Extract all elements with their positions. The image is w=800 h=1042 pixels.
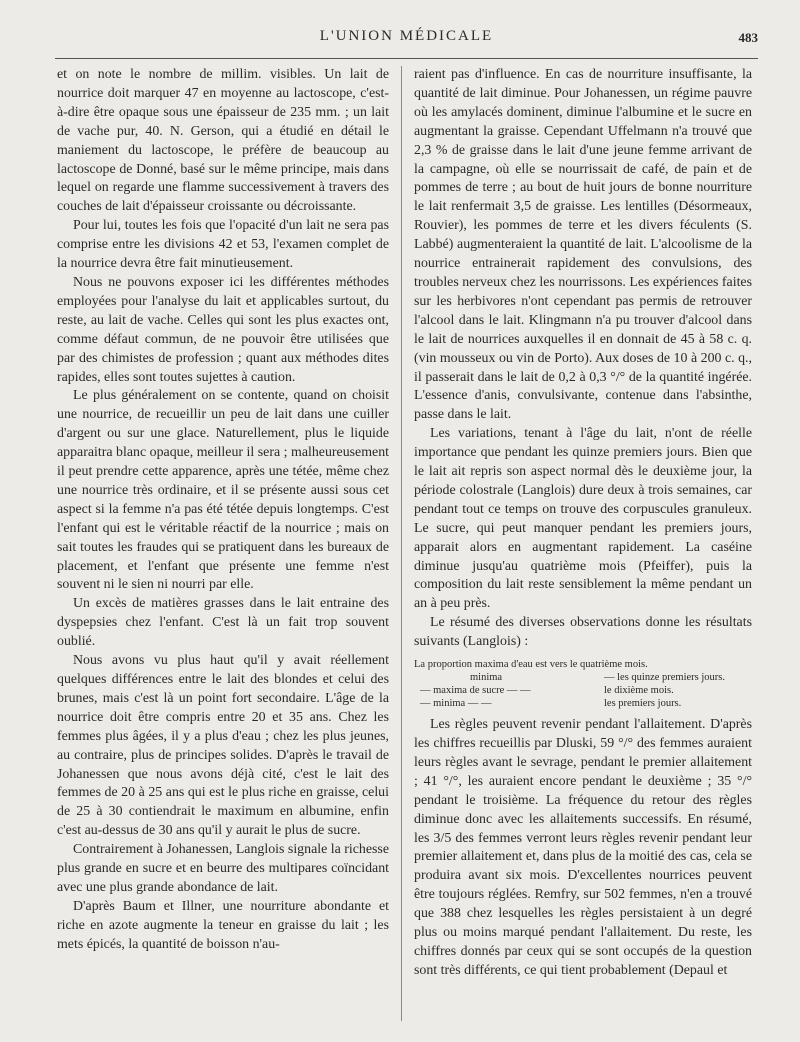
page-number: 483 xyxy=(738,30,758,45)
table-row xyxy=(414,671,752,684)
paragraph: Les règles peuvent revenir pendant l'allaitement. D'après les chiffres recueillis par Dluski, 59 °/° des femmes auraient leurs règles avant le sevrage, pendant le premier allaitement ; 41 °/°, les auraient encore pendant le deuxième ; 35 °/° pendant le troisième. La fréquence du retour des règles diminue donc avec les allaitements successifs. En résumé, les 3/5 des femmes verront leurs règles revenir pendant leur premier allaitement et, dans plus de la moitié des cas, cela se produira avant six mois. D'excellentes nourrices peuvent être toujours réglées. Remfry, sur 502 femmes, n'en a trouvé que 388 chez lesquelles les règles persistaient à un degré plus ou moins marqué pendant l'allaitement. Du reste, les chiffres donnés par ceux qui se sont occupés de la question sont très différents, ce qui tient probablement (Depaul et xyxy=(414,717,752,978)
summary-table xyxy=(414,658,752,710)
table-cell: — maxima de sucre — — xyxy=(420,685,531,697)
table-cell: — minima — — xyxy=(420,698,492,710)
paragraph: Pour lui, toutes les fois que l'opacité d'un lait ne sera pas comprise entre les divisions 42 et 53, l'examen complet de la nourrice devra être fait minutieusement. xyxy=(57,218,389,272)
page-header xyxy=(55,26,758,54)
table-row xyxy=(414,684,752,697)
table-cell: les premiers jours. xyxy=(604,698,682,710)
paragraph: Un excès de matières grasses dans le lait entraine des dyspepsies chez l'enfant. C'est là un fait trop souvent oublié. xyxy=(57,596,389,650)
paragraph: Les variations, tenant à l'âge du lait, n'ont de réelle importance que pendant les quinze premiers jours. Bien que le lait ait repris son aspect normal dès le deuxième jour, la période colostrale (Langlois) dure deux à trois semaines, car pendant tout ce temps on trouve des corpuscules granuleux. Le sucre, qui peut manquer pendant les premiers jours, apparait alors en augmentant rapidement. La caséine diminue jusqu'au quatrième mois (Pfeiffer), puis la composition du lait reste sensiblement la même pendant un an à peu près. xyxy=(414,426,752,612)
running-title: L'UNION MÉDICALE xyxy=(319,28,494,44)
paragraph: D'après Baum et Illner, une nourriture abondante et riche en azote augmente la teneur en graisse du lait ; les mets épicés, la quantité de boisson n'au- xyxy=(57,898,389,952)
table-cell: minima xyxy=(470,672,503,684)
column-divider xyxy=(401,66,402,1021)
paragraph: Nous ne pouvons exposer ici les différentes méthodes employées pour l'analyse du lait et applicables surtout, du reste, au lait de vache. Celles qui sont les plus exactes ont, comme défaut commun, de ne pouvoir être utilisées que par des chimistes de profession ; quant aux méthodes dites rapides, elles sont toutes sujettes à caution. xyxy=(57,274,389,385)
header-rule xyxy=(55,58,758,59)
right-column xyxy=(414,66,752,981)
table-cell: — les quinze premiers jours. xyxy=(604,672,726,684)
paragraph: Contrairement à Johanessen, Langlois signale la richesse plus grande en sucre et en beurre des multipares coïncidant avec une plus grande abondance de lait. xyxy=(57,842,389,895)
table-cell: le dixième mois. xyxy=(604,685,674,697)
paragraph: Nous avons vu plus haut qu'il y avait réellement quelques différences entre le lait des blondes et celui des brunes, mais c'est là un point fort secondaire. L'âge de la nourrice doit être compris entre 20 et 35 ans. Chez les femmes plus âgées, il y a plus d'eau ; chez les plus jeunes, au contraire, plus de principes solides. D'après le travail de Johanessen que nous avons déjà cité, c'est le lait des femmes de 20 à 25 ans qui est le plus riche en graisse, celui de 25 à 30 contiendrait le maximum en albumine, enfin c'est au-dessus de 30 ans qu'il y aurait le plus de sucre. xyxy=(57,653,389,839)
table-row xyxy=(414,697,752,710)
paragraph: et on note le nombre de millim. visibles. Un lait de nourrice doit marquer 47 en moyenne au lactoscope, c'est-à-dire être opaque sous une épaisseur de 235 mm. ; un lait de vache pur, 40. N. Gerson, qui a étudié en détail le maniement du lactoscope, le préfère de beaucoup au lactoscope de Donné, basé sur le même principe, mais dans lequel on regarde une flamme successivement à travers des couches de lait d'épaisseur croissante ou décroissante. xyxy=(57,67,389,215)
left-column xyxy=(57,66,389,955)
paragraph: raient pas d'influence. En cas de nourriture insuffisante, la quantité de lait diminue. Pour Johanessen, un régime pauvre où les amylacés dominent, diminue l'albumine et le sucre en augmentant la graisse. Cependant Uffelmann n'a trouvé que 2,3 % de graisse dans le lait d'une jeune femme arrivant de la campagne, où elle se nourrissait de café, de pain et de pommes de terre ; au bout de huit jours de bonne nourriture le lait renfermait 3,5 de graisse. Les lentilles (Désormeaux, Rouvier), les pommes de terre et les divers féculents (S. Labbé) augmenteraient la quantité de lait. L'alcoolisme de la nourrice entrainerait rapidement des convulsions, des troubles nerveux chez les nourrissons. Les expériences faites sur les herbivores n'ont cependant pas permis de retrouver l'alcool dans le lait. Klingmann n'a pu trouver d'alcool dans le lait de nourrices auxquelles il en donnait de 45 à 58 c. q. (vin mousseux ou vin de Porto). Aux doses de 10 à 200 c. q., il passerait dans le lait de 0,2 à 0,3 °/° de la quantité ingérée. L'essence d'anis, convulsivante, contenue dans l'absinthe, passe dans le lait. xyxy=(414,67,752,423)
table-heading: La proportion maxima d'eau est vers le quatrième mois. xyxy=(414,659,648,671)
paragraph: Le plus généralement on se contente, quand on choisit une nourrice, de recueillir un peu de lait dans une cuiller d'argent ou sur une glace. Naturellement, plus le liquide apparaitra blanc opaque, meilleur il sera ; malheureusement il peut prendre cette apparence, après une tétée, même chez une nourrice très ordinaire, et il se présente aussi sous cet aspect si la femme n'a pas été tétée depuis longtemps. C'est l'enfant qui est le véritable réactif de la nourrice ; mais on sait toutes les fraudes qui se pratiquent dans les bureaux de placement, et l'enfant que présente une femme n'est souvent ni le sien ni nourri par elle. xyxy=(57,388,389,593)
paragraph: Le résumé des diverses observations donne les résultats suivants (Langlois) : xyxy=(414,615,752,650)
